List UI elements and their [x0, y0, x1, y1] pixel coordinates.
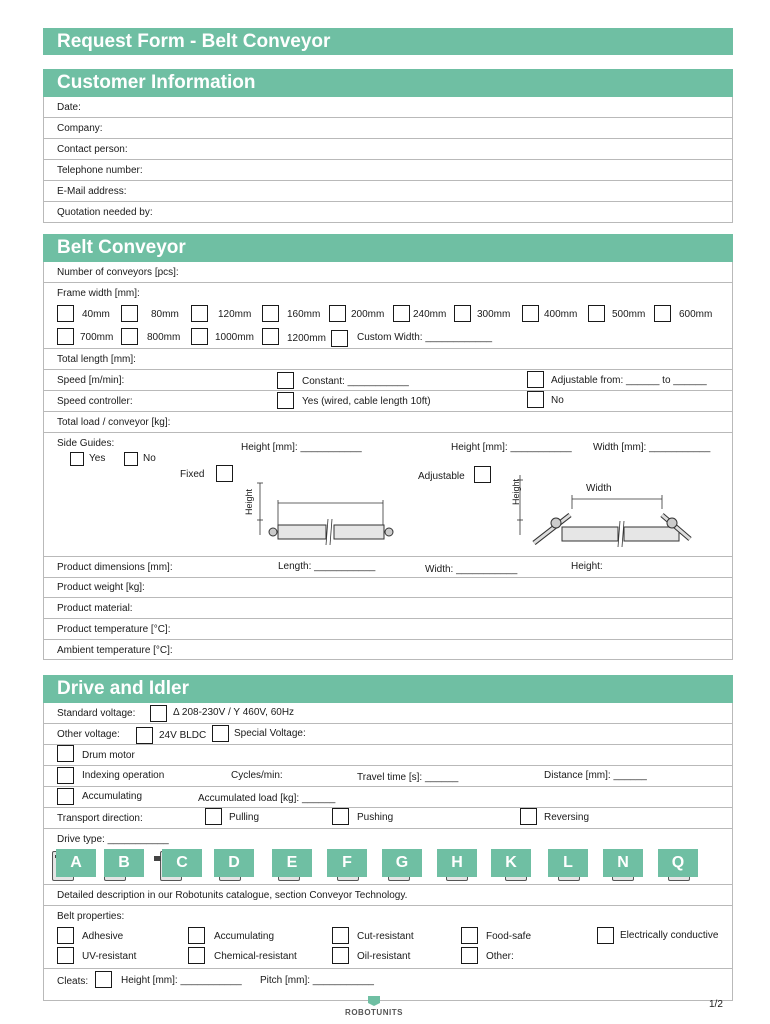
customer-info-heading: Customer Information — [43, 69, 733, 97]
drum-motor-label: Drum motor — [82, 750, 135, 761]
width-1200-label: 1200mm — [287, 333, 326, 344]
speed-label: Speed [m/min]: — [57, 375, 125, 386]
oil-resistant-label: Oil-resistant — [357, 951, 411, 962]
controller-no-label: No — [551, 395, 564, 406]
robotunits-logo — [341, 996, 407, 1017]
drive-h-letter[interactable]: H — [437, 849, 477, 877]
indexing-checkbox[interactable] — [57, 767, 74, 784]
product-dimensions-row — [43, 557, 733, 578]
belt-conveyor-heading: Belt Conveyor — [43, 234, 733, 262]
adjustable-checkbox[interactable] — [474, 466, 491, 483]
speed-adjustable-label[interactable]: Adjustable from: ______ to ______ — [551, 375, 707, 386]
width-700-checkbox[interactable] — [57, 328, 74, 345]
quotation-row[interactable] — [43, 202, 733, 223]
num-conveyors-row[interactable] — [43, 262, 733, 283]
bldc-label: 24V BLDC — [159, 730, 207, 741]
catalogue-note-row — [43, 885, 733, 906]
fixed-guide-diagram — [248, 475, 398, 555]
width-400-label: 400mm — [544, 309, 578, 320]
cut-resistant-checkbox[interactable] — [332, 927, 349, 944]
width-240-checkbox[interactable] — [393, 305, 410, 322]
contact-person-row[interactable] — [43, 139, 733, 160]
standard-voltage-label: Standard voltage: — [57, 708, 136, 719]
side-guides-label: Side Guides: — [57, 438, 115, 449]
standard-voltage-row — [43, 703, 733, 724]
width-1200-checkbox[interactable] — [262, 328, 279, 345]
accumulating-belt-checkbox[interactable] — [188, 927, 205, 944]
special-voltage-checkbox[interactable] — [212, 725, 229, 742]
adhesive-checkbox[interactable] — [57, 927, 74, 944]
side-guides-no-checkbox[interactable] — [124, 452, 138, 466]
oil-resistant-checkbox[interactable] — [332, 947, 349, 964]
drive-e-letter[interactable]: E — [272, 849, 312, 877]
width-240-label: 240mm — [413, 309, 447, 320]
width-600-label: 600mm — [679, 309, 713, 320]
total-length-row[interactable] — [43, 349, 733, 370]
adjustable-height-label[interactable]: Height [mm]: ___________ — [451, 442, 572, 453]
width-500-checkbox[interactable] — [588, 305, 605, 322]
drive-f-letter[interactable]: F — [327, 849, 367, 877]
speed-controller-label: Speed controller: — [57, 396, 133, 407]
product-dimensions-label: Product dimensions [mm]: — [57, 562, 173, 573]
width-800-checkbox[interactable] — [121, 328, 138, 345]
cut-resistant-label: Cut-resistant — [357, 931, 414, 942]
drive-g-letter[interactable]: G — [382, 849, 422, 877]
other-label[interactable]: Other: — [486, 951, 514, 962]
catalogue-note: Detailed description in our Robotunits catalogue, section Conveyor Technology. — [57, 890, 408, 901]
email-label: E-Mail address: — [57, 186, 127, 197]
drive-l-letter[interactable]: L — [548, 849, 588, 877]
electrically-conductive-checkbox[interactable] — [597, 927, 614, 944]
num-conveyors-label: Number of conveyors [pcs]: — [57, 267, 179, 278]
pushing-label: Pushing — [357, 812, 394, 823]
drive-d-letter[interactable]: D — [214, 849, 254, 877]
ambient-temperature-row[interactable] — [43, 640, 733, 661]
width-200-label: 200mm — [351, 309, 385, 320]
adjustable-width-label[interactable]: Width [mm]: ___________ — [593, 442, 711, 453]
adjustable-diagram-width-label: Width — [586, 483, 612, 494]
width-500-label: 500mm — [612, 309, 646, 320]
distance-label[interactable]: Distance [mm]: ______ — [544, 770, 647, 781]
side-guides-no-label: No — [143, 453, 156, 464]
pulling-checkbox[interactable] — [205, 808, 222, 825]
total-length-label: Total length [mm]: — [57, 354, 136, 365]
electrically-conductive-label: Electrically conductive — [620, 930, 719, 941]
side-guides-yes-checkbox[interactable] — [70, 452, 84, 466]
fixed-diagram-height-label: Height — [244, 488, 254, 515]
cleats-label: Cleats: — [57, 976, 89, 987]
width-200-checkbox[interactable] — [329, 305, 346, 322]
reversing-label: Reversing — [544, 812, 590, 823]
pulling-label: Pulling — [229, 812, 260, 823]
controller-yes-checkbox[interactable] — [277, 392, 294, 409]
width-400-checkbox[interactable] — [522, 305, 539, 322]
contact-person-label: Contact person: — [57, 144, 128, 155]
width-40-label: 40mm — [82, 309, 110, 320]
product-weight-label: Product weight [kg]: — [57, 582, 145, 593]
form-title: Request Form - Belt Conveyor — [43, 28, 733, 55]
drive-idler-heading: Drive and Idler — [43, 675, 733, 703]
adhesive-label: Adhesive — [82, 931, 124, 942]
accumulating-checkbox[interactable] — [57, 788, 74, 805]
product-height-label[interactable]: Height: — [571, 561, 603, 572]
drive-a-letter[interactable]: A — [56, 849, 96, 877]
drive-b-letter[interactable]: B — [104, 849, 144, 877]
accumulated-load-label[interactable]: Accumulated load [kg]: ______ — [198, 793, 336, 804]
width-120-checkbox[interactable] — [191, 305, 208, 322]
product-temperature-row[interactable] — [43, 619, 733, 640]
telephone-row[interactable] — [43, 160, 733, 181]
page-number: 1/2 — [709, 999, 723, 1010]
chemical-resistant-label: Chemical-resistant — [214, 951, 297, 962]
product-length-label[interactable]: Length: ___________ — [278, 561, 376, 572]
fixed-height-label[interactable]: Height [mm]: ___________ — [241, 442, 362, 453]
product-material-row[interactable] — [43, 598, 733, 619]
cleat-pitch-label[interactable]: Pitch [mm]: ___________ — [260, 975, 374, 986]
chemical-resistant-checkbox[interactable] — [188, 947, 205, 964]
custom-width-label[interactable]: Custom Width: ____________ — [357, 332, 493, 343]
width-700-label: 700mm — [80, 332, 114, 343]
cleats-checkbox[interactable] — [95, 971, 112, 988]
company-row[interactable] — [43, 118, 733, 139]
drive-k-letter[interactable]: K — [491, 849, 531, 877]
frame-width-label: Frame width [mm]: — [57, 288, 140, 299]
width-40-checkbox[interactable] — [57, 305, 74, 322]
width-80-label: 80mm — [151, 309, 179, 320]
total-load-label: Total load / conveyor [kg]: — [57, 417, 171, 428]
width-600-checkbox[interactable] — [654, 305, 671, 322]
telephone-label: Telephone number: — [57, 165, 143, 176]
accumulating-label: Accumulating — [82, 791, 143, 802]
speed-constant-label[interactable]: Constant: ___________ — [302, 376, 409, 387]
width-300-label: 300mm — [477, 309, 511, 320]
speed-adjustable-checkbox[interactable] — [527, 371, 544, 388]
drive-q-letter[interactable]: Q — [658, 849, 698, 877]
fixed-checkbox[interactable] — [216, 465, 233, 482]
belt-properties-label: Belt properties: — [57, 911, 125, 922]
pushing-checkbox[interactable] — [332, 808, 349, 825]
travel-time-label[interactable]: Travel time [s]: ______ — [357, 772, 459, 783]
width-160-label: 160mm — [287, 309, 321, 320]
cycles-label[interactable]: Cycles/min: — [231, 770, 283, 781]
transport-direction-label: Transport direction: — [57, 813, 143, 824]
drive-type-label[interactable]: Drive type: ___________ — [57, 834, 169, 845]
product-material-label: Product material: — [57, 603, 133, 614]
adjustable-diagram-height-label: Height — [511, 478, 521, 505]
controller-yes-label: Yes (wired, cable length 10ft) — [302, 396, 431, 407]
width-800-label: 800mm — [147, 332, 181, 343]
accumulating-row — [43, 787, 733, 808]
other-voltage-label: Other voltage: — [57, 729, 120, 740]
controller-no-checkbox[interactable] — [527, 391, 544, 408]
custom-width-checkbox[interactable] — [331, 330, 348, 347]
fixed-label: Fixed — [180, 469, 205, 480]
width-1000-checkbox[interactable] — [191, 328, 208, 345]
product-weight-row[interactable] — [43, 577, 733, 598]
standard-voltage-checkbox[interactable] — [150, 705, 167, 722]
ambient-temperature-label: Ambient temperature [°C]: — [57, 645, 173, 656]
indexing-label: Indexing operation — [82, 770, 165, 781]
total-load-row[interactable] — [43, 412, 733, 433]
cleat-height-label[interactable]: Height [mm]: ___________ — [121, 975, 242, 986]
reversing-checkbox[interactable] — [520, 808, 537, 825]
standard-voltage-value: Δ 208-230V / Y 460V, 60Hz — [173, 707, 295, 718]
width-300-checkbox[interactable] — [454, 305, 471, 322]
robotunits-logo-text: ROBOTUNITS — [345, 1008, 403, 1017]
date-row[interactable] — [43, 97, 733, 118]
product-temperature-label: Product temperature [°C]: — [57, 624, 171, 635]
food-safe-label: Food-safe — [486, 931, 532, 942]
special-voltage-label[interactable]: Special Voltage: — [234, 728, 306, 739]
speed-constant-checkbox[interactable] — [277, 372, 294, 389]
width-120-label: 120mm — [218, 309, 252, 320]
food-safe-checkbox[interactable] — [461, 927, 478, 944]
bldc-checkbox[interactable] — [136, 727, 153, 744]
company-label: Company: — [57, 123, 103, 134]
product-width-label[interactable]: Width: ___________ — [425, 564, 518, 575]
uv-resistant-label: UV-resistant — [82, 951, 137, 962]
drive-c-letter[interactable]: C — [162, 849, 202, 877]
uv-resistant-checkbox[interactable] — [57, 947, 74, 964]
date-label: Date: — [57, 102, 81, 113]
other-checkbox[interactable] — [461, 947, 478, 964]
width-1000-label: 1000mm — [215, 332, 254, 343]
drum-motor-row — [43, 745, 733, 766]
adjustable-label: Adjustable — [418, 471, 465, 482]
email-row[interactable] — [43, 181, 733, 202]
accumulating-belt-label: Accumulating — [214, 931, 275, 942]
quotation-label: Quotation needed by: — [57, 207, 153, 218]
side-guides-yes-label: Yes — [89, 453, 106, 464]
drum-motor-checkbox[interactable] — [57, 745, 74, 762]
width-160-checkbox[interactable] — [262, 305, 279, 322]
width-80-checkbox[interactable] — [121, 305, 138, 322]
robotunits-logo-icon — [368, 996, 380, 1006]
drive-n-letter[interactable]: N — [603, 849, 643, 877]
